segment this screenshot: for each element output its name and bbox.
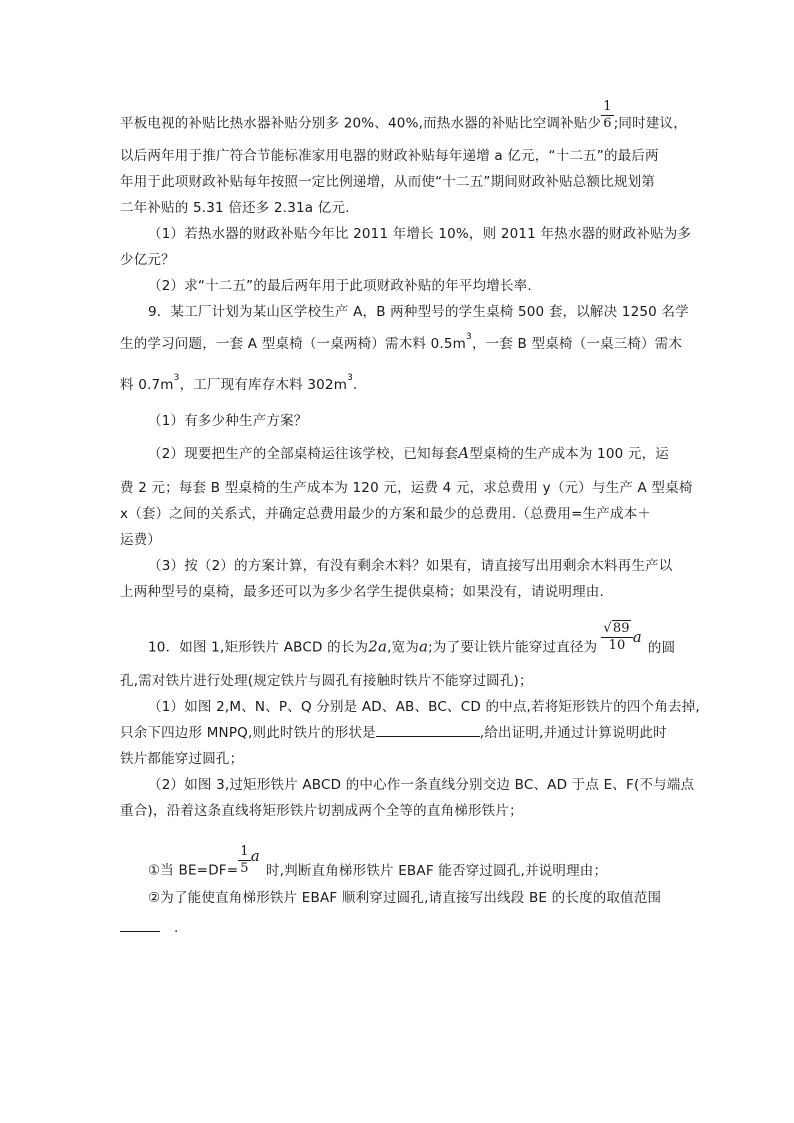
text-line: 上两种型号的桌椅，最多还可以为多少名学生提供桌椅；如果没有，请说明理由. xyxy=(120,584,604,600)
sqrt-radicand: 89 xyxy=(612,621,630,636)
text-line: （2）求“十二五”的最后两年用于此项财政补贴的年平均增长率. xyxy=(148,278,532,294)
text-line: 二年补贴的 5.31 倍还多 2.31a 亿元. xyxy=(120,200,350,216)
text-line: 年用于此项财政补贴每年按照一定比例递增，从而使“十二五”期间财政补贴总额比规划第 xyxy=(120,174,655,190)
text-line: 以后两年用于推广符合节能标准家用电器的财政补贴每年递增 a 亿元，“十二五”的最后两 xyxy=(120,148,659,164)
math-variable: a xyxy=(419,637,429,656)
text-line: （3）按（2）的方案计算，有没有剩余木料？如果有，请直接写出用剩余木料再生产以 xyxy=(148,558,673,574)
text-segment: 生的学习问题，一套 A 型桌椅（一桌两椅）需木料 0.5m xyxy=(120,336,467,352)
text-line xyxy=(148,844,608,886)
text-line: （1）有多少种生产方案？ xyxy=(148,413,308,429)
text-segment: 型桌椅的生产成本为 100 元，运 xyxy=(469,446,669,462)
math-variable: a xyxy=(250,846,260,865)
text-segment: . xyxy=(174,920,179,936)
question-10-line xyxy=(148,621,676,663)
text-line: 重合)，沿着这条直线将矩形铁片切割成两个全等的直角梯形铁片； xyxy=(120,803,523,819)
answer-blank[interactable] xyxy=(120,919,160,932)
math-expression: 2a xyxy=(368,637,388,656)
text-segment: ,给出证明,并通过计算说明此时 xyxy=(479,725,667,741)
fraction xyxy=(601,622,632,653)
fraction-denominator: 5 xyxy=(240,861,249,876)
text-segment: 平板电视的补贴比热水器补贴分别多 20%、40%,而热水器的补贴比空调补贴少 xyxy=(120,115,602,132)
text-line xyxy=(120,334,682,356)
text-line: 运费） xyxy=(120,532,162,548)
text-line: 孔,需对铁片进行处理(规定铁片与圆孔有接触时铁片不能穿过圆孔)； xyxy=(120,673,533,689)
text-segment: ;同时建议， xyxy=(613,115,687,132)
text-segment: ,宽为 xyxy=(387,639,420,656)
math-variable: A xyxy=(458,444,470,462)
text-line: 费 2 元；每套 B 型桌椅的生产成本为 120 元，运费 4 元，求总费用 y（元）与生产 A 型桌椅 xyxy=(120,480,693,496)
text-line: x（套）之间的关系式，并确定总费用最少的方案和最少的总费用.（总费用=生产成本＋ xyxy=(120,506,652,522)
text-segment: 料 0.7m xyxy=(120,377,174,393)
superscript: 3 xyxy=(347,373,354,383)
fraction-numerator: 1 xyxy=(603,99,612,114)
fraction-denominator: 6 xyxy=(603,116,612,131)
text-segment: ，一套 B 型桌椅（一桌三椅）需木 xyxy=(471,336,683,352)
text-segment: 的圆 xyxy=(647,639,676,656)
superscript: 3 xyxy=(466,332,472,342)
text-line: （1）若热水器的财政补贴今年比 2011 年增长 10%，则 2011 年热水器的财政补贴为多 xyxy=(148,226,692,242)
fraction-denominator: 10 xyxy=(608,638,626,653)
text-line: （2）如图 3,过矩形铁片 ABCD 的中心作一条直线分别交边 BC、AD 于点 E、F(不与端点 xyxy=(148,777,695,793)
fraction xyxy=(601,100,613,131)
text-line xyxy=(148,443,669,464)
text-segment: 时,判断直角梯形铁片 EBAF 能否穿过圆孔,并说明理由； xyxy=(265,862,608,879)
question-9-line: 9．某工厂计划为某山区学校生产 A，B 两种型号的学生桌椅 500 套，以解决 1250 名学 xyxy=(148,304,689,320)
text-segment: ，工厂现有库存木料 302m xyxy=(179,377,348,393)
text-segment: 10．如图 1,矩形铁片 ABCD 的长为 xyxy=(148,639,369,656)
text-line xyxy=(120,723,667,743)
text-line xyxy=(120,99,687,139)
text-segment: ;为了要让铁片能穿过直径为 xyxy=(428,639,598,656)
text-segment: 只余下四边形 MNPQ,则此时铁片的形状是 xyxy=(120,725,376,741)
text-line: ②为了能使直角梯形铁片 EBAF 顺利穿过圆孔,请直接写出线段 BE 的长度的取值范围 xyxy=(148,890,662,906)
text-line: 少亿元？ xyxy=(120,252,175,268)
text-segment: ①当 BE=DF= xyxy=(148,862,239,879)
text-line: 铁片都能穿过圆孔； xyxy=(120,751,244,767)
fraction xyxy=(238,845,250,876)
answer-blank[interactable] xyxy=(376,724,480,737)
superscript: 3 xyxy=(173,373,180,383)
fraction-numerator: 1 xyxy=(240,844,249,859)
text-line xyxy=(120,375,358,397)
math-variable: a xyxy=(632,627,642,646)
text-segment: . xyxy=(353,377,358,393)
text-line xyxy=(120,918,179,938)
text-line: （1）如图 2,M、N、P、Q 分别是 AD、AB、BC、CD 的中点,若将矩形铁片的四个角去掉, xyxy=(148,699,700,715)
text-segment: （2）现要把生产的全部桌椅运往该学校，已知每套 xyxy=(148,446,459,462)
fraction-numerator: √89 xyxy=(603,621,630,636)
